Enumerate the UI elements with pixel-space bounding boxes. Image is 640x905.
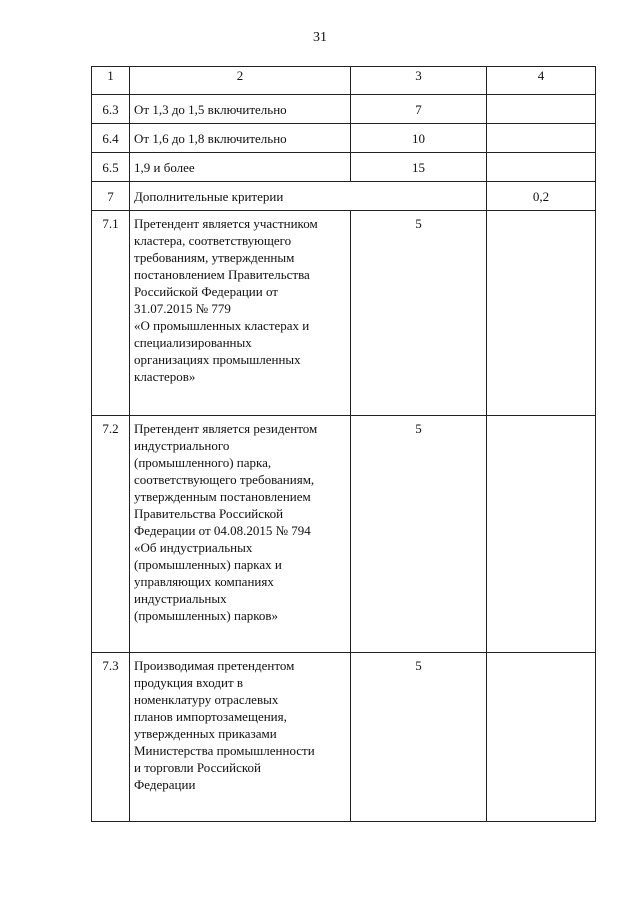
table-row (92, 211, 596, 416)
row-number: 6.4 (92, 124, 130, 153)
header-cell: 2 (130, 67, 351, 95)
row-number: 7.3 (92, 653, 130, 822)
header-cell: 3 (351, 67, 487, 95)
criterion-line: «О промышленных кластерах и (134, 318, 310, 333)
criterion-line: управляющих компаниях (134, 574, 274, 589)
row-number: 7 (92, 182, 130, 211)
criterion-line: 31.07.2015 № 779 (134, 301, 231, 316)
weight-cell (487, 153, 596, 182)
criterion-line: (промышленных) парков» (134, 608, 279, 623)
score-cell: 15 (351, 153, 487, 182)
criterion-line: Федерации от 04.08.2015 № 794 (134, 523, 311, 538)
criteria-table (91, 66, 596, 822)
criterion-line: номенклатуру отраслевых (134, 692, 279, 707)
criterion-line: индустриальных (134, 591, 227, 606)
criterion-line: Претендент является участником (134, 216, 318, 231)
table-row (92, 124, 596, 153)
criterion-line: специализированных (134, 335, 252, 350)
weight-cell: 0,2 (487, 182, 596, 211)
table-row (92, 416, 596, 653)
criterion-line: индустриального (134, 438, 230, 453)
criterion-text: Дополнительные критерии (130, 182, 487, 211)
weight-cell (487, 653, 596, 822)
page-number: 31 (313, 30, 327, 45)
score-cell: 5 (351, 416, 487, 653)
table-header-row (92, 67, 596, 95)
criterion-line: Министерства промышленности (134, 743, 315, 758)
weight-cell (487, 124, 596, 153)
criterion-text (130, 211, 351, 416)
score-cell: 10 (351, 124, 487, 153)
criterion-text: 1,9 и более (130, 153, 351, 182)
criterion-line: (промышленных) парках и (134, 557, 282, 572)
table-row (92, 95, 596, 124)
criterion-line: утвержденных приказами (134, 726, 277, 741)
row-number: 7.1 (92, 211, 130, 416)
weight-cell (487, 95, 596, 124)
header-cell: 4 (487, 67, 596, 95)
criterion-line: требованиям, утвержденным (134, 250, 295, 265)
criterion-line: кластера, соответствующего (134, 233, 292, 248)
criterion-line: кластеров» (134, 369, 196, 384)
table-row (92, 153, 596, 182)
criterion-line: продукция входит в (134, 675, 244, 690)
weight-cell (487, 416, 596, 653)
criterion-line: Претендент является резидентом (134, 421, 318, 436)
criterion-line: Правительства Российской (134, 506, 284, 521)
criterion-text (130, 653, 351, 822)
table-row (92, 182, 596, 211)
criterion-line: соответствующего требованиям, (134, 472, 315, 487)
criterion-line: и торговли Российской (134, 760, 261, 775)
criterion-text (130, 416, 351, 653)
criterion-line: утвержденным постановлением (134, 489, 311, 504)
criterion-line: Российской Федерации от (134, 284, 278, 299)
criterion-line: Производимая претендентом (134, 658, 295, 673)
criterion-line: постановлением Правительства (134, 267, 310, 282)
header-cell: 1 (92, 67, 130, 95)
row-number: 6.3 (92, 95, 130, 124)
criterion-line: (промышленного) парка, (134, 455, 272, 470)
score-cell: 7 (351, 95, 487, 124)
criterion-line: «Об индустриальных (134, 540, 253, 555)
table-row (92, 653, 596, 822)
criterion-text: От 1,6 до 1,8 включительно (130, 124, 351, 153)
score-cell: 5 (351, 653, 487, 822)
row-number: 7.2 (92, 416, 130, 653)
row-number: 6.5 (92, 153, 130, 182)
score-cell: 5 (351, 211, 487, 416)
criterion-line: планов импортозамещения, (134, 709, 287, 724)
weight-cell (487, 211, 596, 416)
criterion-line: Федерации (134, 777, 196, 792)
criterion-line: организациях промышленных (134, 352, 301, 367)
criterion-text: От 1,3 до 1,5 включительно (130, 95, 351, 124)
